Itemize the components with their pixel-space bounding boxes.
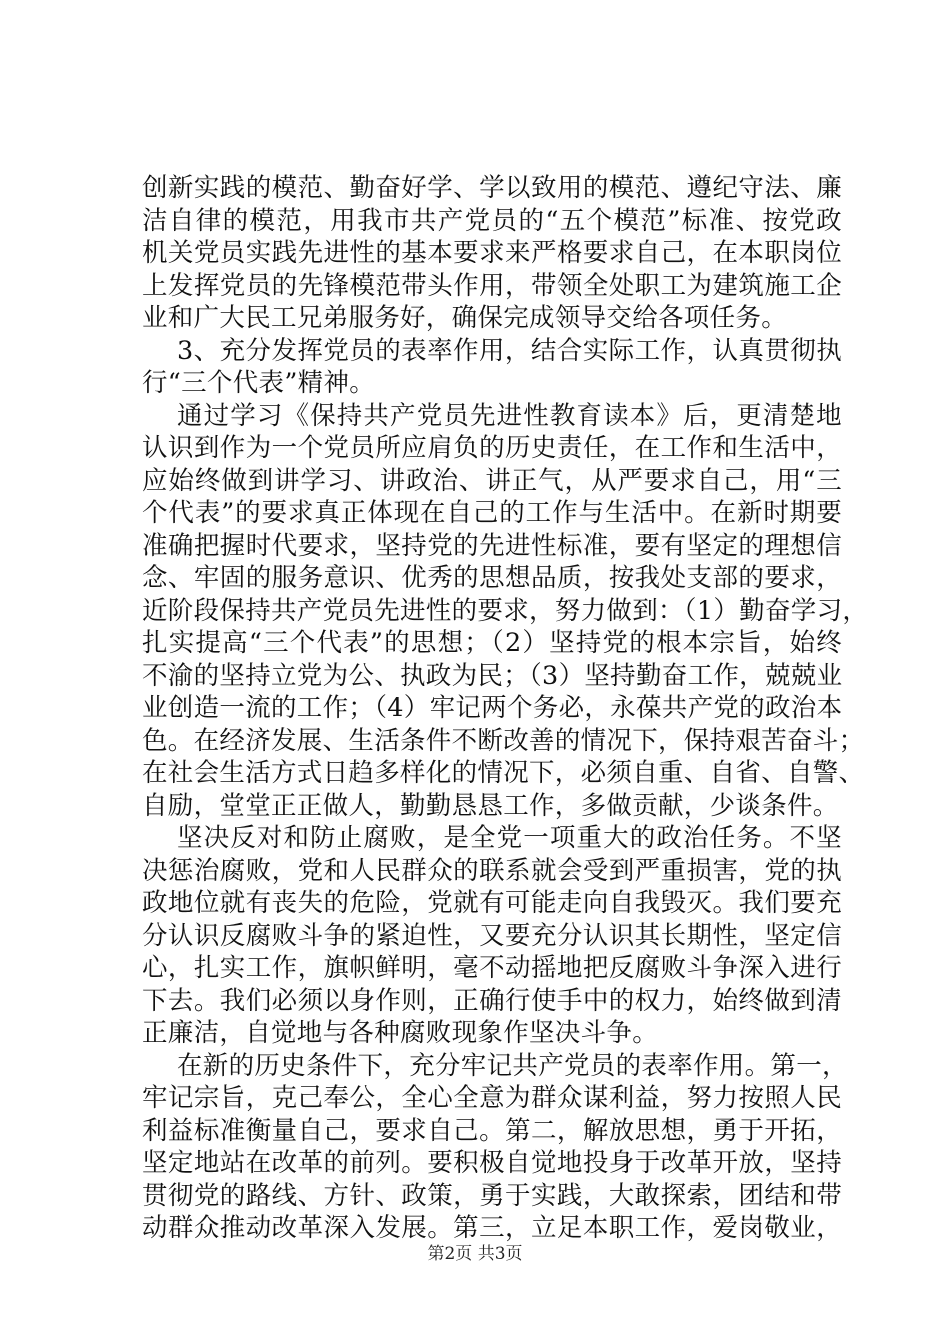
page-footer: 第2页 共3页 [427,1244,523,1264]
text-line: 自励，堂堂正正做人，勤勤恳恳工作，多做贡献，少谈条件。 [142,790,839,821]
text-line: 在社会生活方式日趋多样化的情况下，必须自重、自省、自警、 [142,758,865,788]
text-line: 贯彻党的路线、方针、政策，勇于实践，大敢探索，团结和带 [142,1180,842,1211]
text-line: 洁自律的模范，用我市共产党员的“五个模范”标准、按党政 [142,205,842,236]
text-line: 利益标准衡量自己，要求自己。第二，解放思想，勇于开拓， [142,1115,842,1146]
text-line: 正廉洁，自觉地与各种腐败现象作坚决斗争。 [142,1018,659,1048]
text-line: 通过学习《保持共产党员先进性教育读本》后，更清楚地 [177,400,842,431]
text-line: 近阶段保持共产党员先进性的要求，努力做到：（1）勤奋学习， [142,595,869,626]
text-line: 机关党员实践先进性的基本要求来严格要求自己，在本职岗位 [142,238,842,268]
text-line: 坚决反对和防止腐败，是全党一项重大的政治任务。不坚 [177,823,842,853]
text-line: 认识到作为一个党员所应肩负的历史责任，在工作和生活中， [142,433,842,463]
text-line: 行“三个代表”精神。 [142,368,376,398]
text-line: 在新的历史条件下，充分牢记共产党员的表率作用。第一， [177,1050,848,1081]
text-line: 心，扎实工作，旗帜鲜明，毫不动摇地把反腐败斗争深入进行 [142,953,842,983]
text-line: 准确把握时代要求，坚持党的先进性标准，要有坚定的理想信 [142,530,842,561]
text-line: 应始终做到讲学习、讲政治、讲正气，从严要求自己，用“三 [142,465,842,496]
text-line: 扎实提高“三个代表”的思想；（2）坚持党的根本宗旨，始终 [142,628,842,658]
text-line: 念、牢固的服务意识、优秀的思想品质，按我处支部的要求， [142,563,842,593]
document-body [142,172,869,1245]
text-line: 业创造一流的工作；（4）牢记两个务必，永葆共产党的政治本 [142,693,843,723]
text-line: 上发挥党员的先锋模范带头作用，带领全处职工为建筑施工企 [142,270,842,301]
text-line: 创新实践的模范、勤奋好学、学以致用的模范、遵纪守法、廉 [142,173,842,203]
text-line: 政地位就有丧失的危险，党就有可能走向自我毁灭。我们要充 [142,888,842,918]
text-line: 分认识反腐败斗争的紧迫性，又要充分认识其长期性，坚定信 [142,920,842,951]
text-line: 牢记宗旨，克己奉公，全心全意为群众谋利益，努力按照人民 [142,1083,842,1113]
text-line: 个代表”的要求真正体现在自己的工作与生活中。在新时期要 [142,498,842,528]
text-line: 色。在经济发展、生活条件不断改善的情况下，保持艰苦奋斗； [142,725,865,756]
text-line: 业和广大民工兄弟服务好，确保完成领导交给各项任务。 [142,303,788,333]
text-line: 动群众推动改革深入发展。第三，立足本职工作，爱岗敬业， [142,1213,842,1243]
text-line: 下去。我们必须以身作则，正确行使手中的权力，始终做到清 [142,985,842,1016]
text-line: 3、充分发挥党员的表率作用，结合实际工作，认真贯彻执 [177,335,842,366]
text-line: 坚定地站在改革的前列。要积极自觉地投身于改革开放，坚持 [142,1148,842,1178]
text-line: 决惩治腐败，党和人民群众的联系就会受到严重损害，党的执 [142,855,842,886]
text-line: 不渝的坚持立党为公、执政为民；（3）坚持勤奋工作，兢兢业 [142,660,843,691]
